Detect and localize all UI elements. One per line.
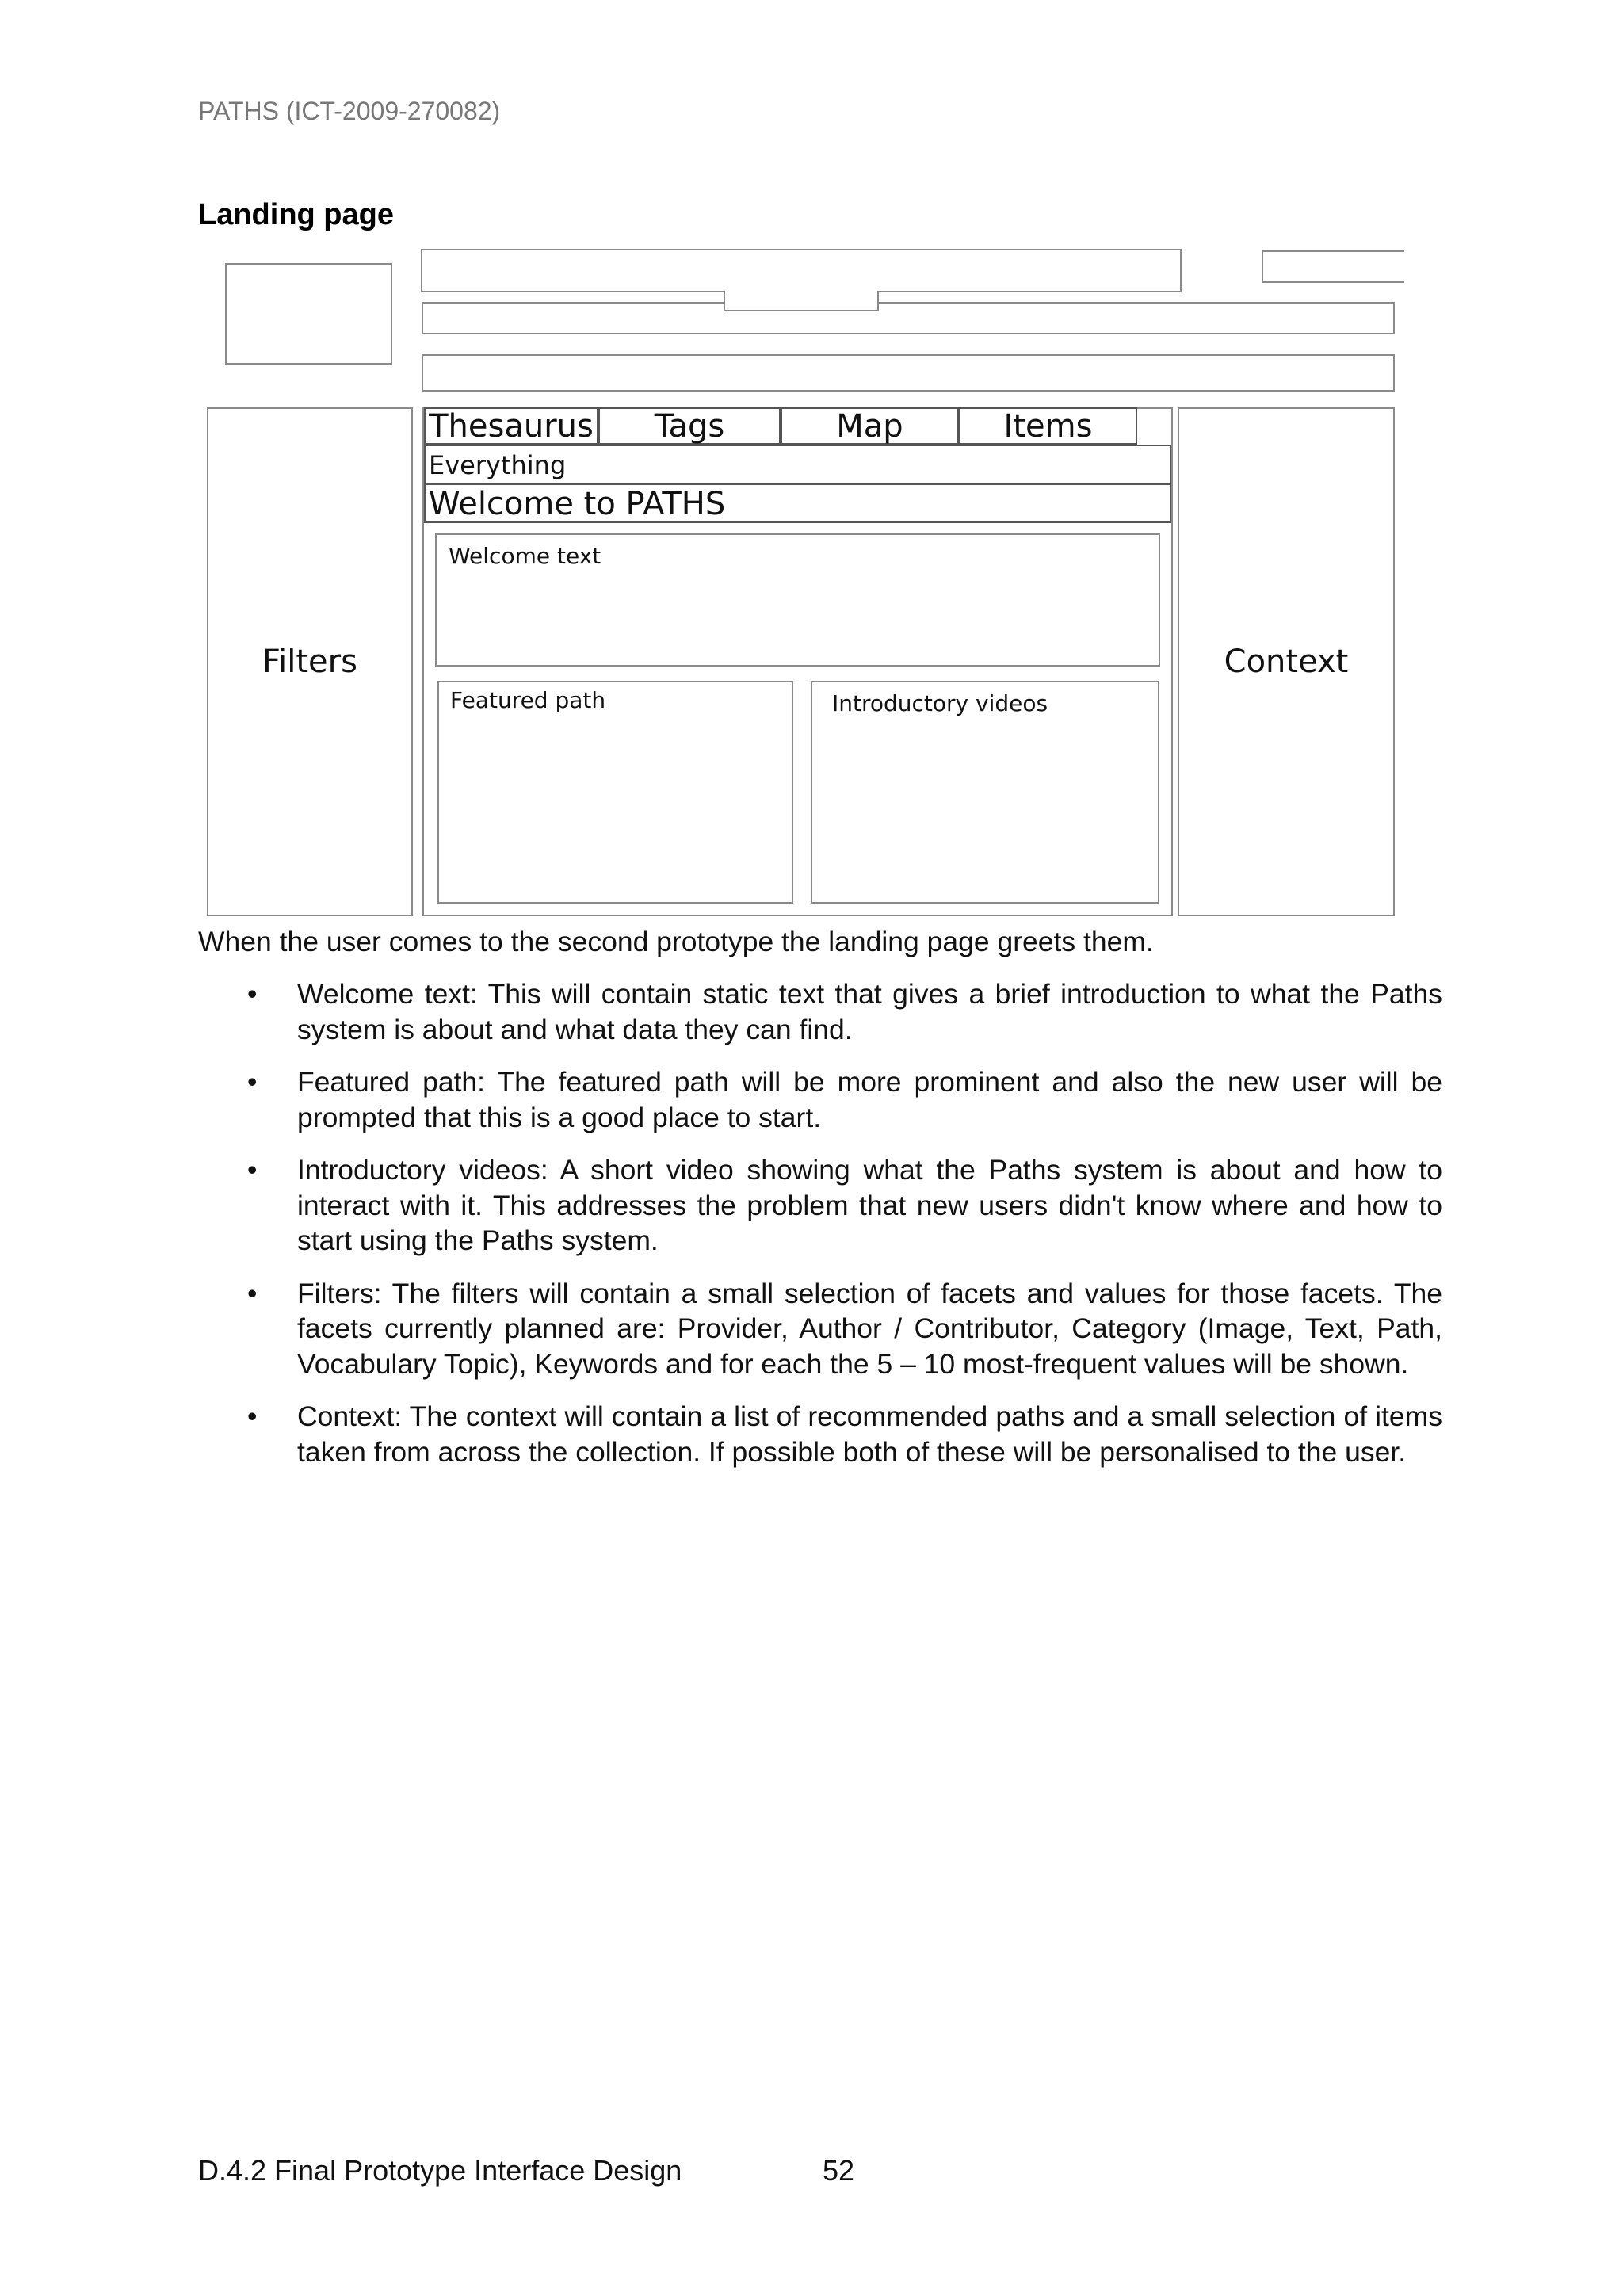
search-bar-placeholder[interactable]	[421, 249, 1182, 292]
featured-path-box[interactable]	[437, 681, 793, 904]
context-label: Context	[1224, 644, 1349, 680]
top-right-placeholder	[1262, 250, 1404, 283]
introductory-videos-label: Introductory videos	[832, 690, 1048, 716]
filters-panel	[207, 407, 413, 916]
list-item-text: Featured path: The featured path will be more prominent and also the new user will be prompted that this is a good place to start.	[297, 1066, 1442, 1133]
list-item	[198, 1152, 1442, 1259]
tab-tags[interactable]: Tags	[598, 407, 781, 445]
bullet-symbol: •	[247, 978, 258, 1010]
scope-bar[interactable]: Everything	[424, 445, 1171, 484]
document-header: PATHS (ICT-2009-270082)	[198, 97, 501, 125]
page-number: 52	[823, 2154, 855, 2187]
featured-path-label: Featured path	[450, 687, 606, 713]
welcome-text-label: Welcome text	[449, 543, 601, 569]
list-item	[198, 1064, 1442, 1135]
bullet-symbol: •	[247, 1277, 258, 1309]
tab-items[interactable]: Items	[959, 407, 1137, 445]
context-panel	[1178, 407, 1395, 916]
footer-title: D.4.2 Final Prototype Interface Design	[198, 2154, 682, 2187]
list-item-text: Filters: The filters will contain a small selection of facets and values for those facets. The facets currently planned are: Provider, Author / Contributor, Category (Image, Text, Path, Vocabulary Topic), Keywords and for each the 5 – 10 most-frequent values will be shown.	[297, 1277, 1442, 1380]
tab-map[interactable]: Map	[781, 407, 959, 445]
list-item-text: Introductory videos: A short video showing what the Paths system is about and how to interact with it. This addresses the problem that new users didn't know where and how to start using the Paths system.	[297, 1154, 1442, 1256]
bullet-symbol: •	[247, 1066, 258, 1098]
introductory-videos-box[interactable]	[811, 681, 1159, 904]
search-button-placeholder[interactable]	[724, 291, 879, 311]
list-item	[198, 1399, 1442, 1469]
list-item	[198, 976, 1442, 1047]
breadcrumb-bar-placeholder	[422, 354, 1395, 392]
list-item	[198, 1276, 1442, 1382]
filters-label: Filters	[262, 644, 357, 680]
bullet-symbol: •	[247, 1154, 258, 1186]
bullet-list	[198, 976, 1442, 1487]
navigation-bar-placeholder	[422, 302, 1395, 334]
logo-placeholder	[225, 263, 392, 365]
welcome-title: Welcome to PATHS	[424, 483, 1171, 523]
list-item-text: Context: The context will contain a list of recommended paths and a small selection of items taken from across the collection. If possible both of these will be personalised to the user.	[297, 1400, 1442, 1468]
welcome-text-box	[435, 533, 1160, 667]
section-title: Landing page	[198, 198, 394, 231]
tab-thesaurus[interactable]: Thesaurus	[424, 407, 598, 445]
intro-paragraph: When the user comes to the second prototype the landing page greets them.	[198, 926, 1154, 957]
bullet-symbol: •	[247, 1400, 258, 1432]
list-item-text: Welcome text: This will contain static text that gives a brief introduction to what the Paths system is about and what data they can find.	[297, 978, 1442, 1045]
